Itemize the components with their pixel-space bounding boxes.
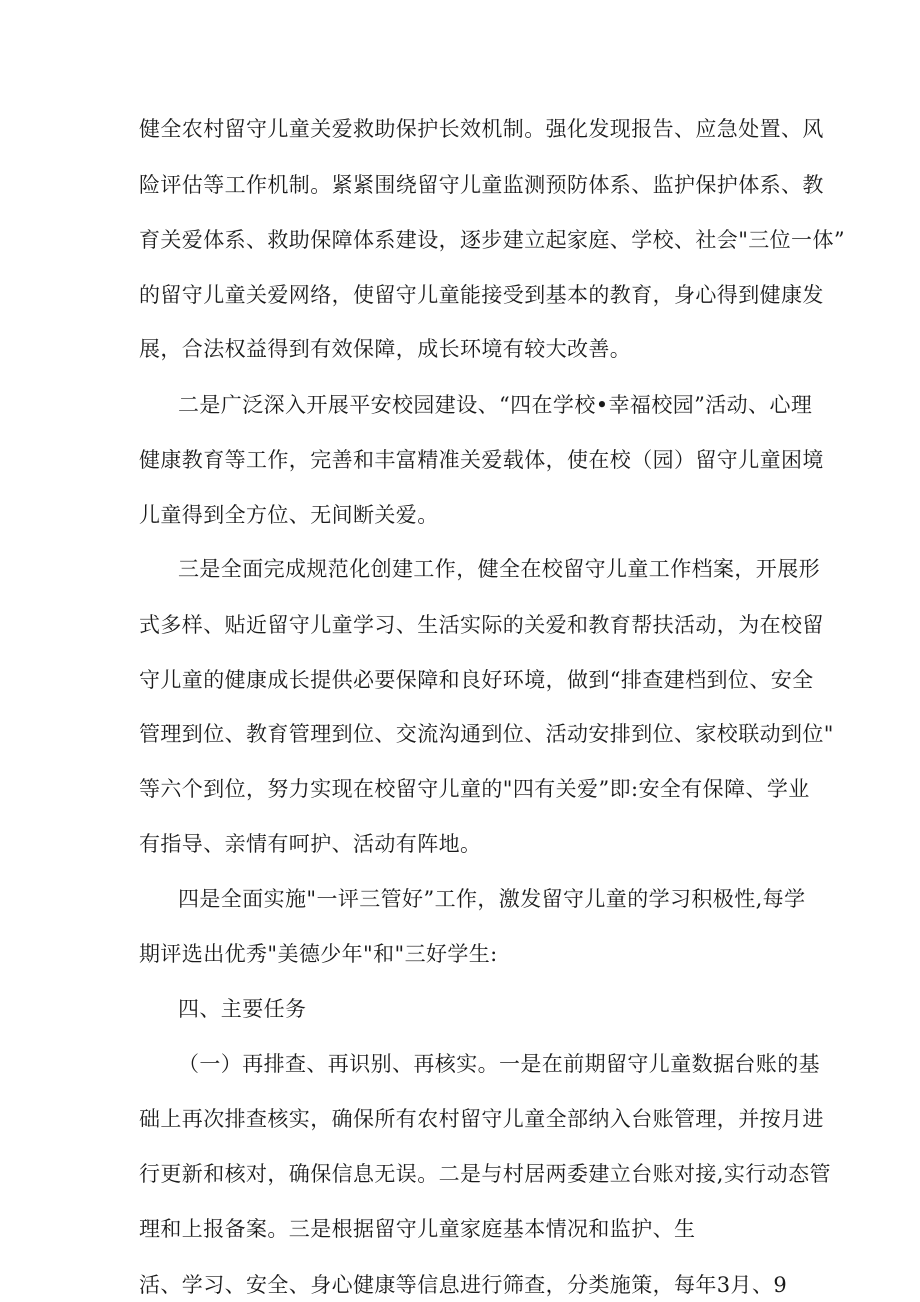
paragraph-line: 展，合法权益得到有效保障，成长环境有较大改善。 <box>139 337 632 361</box>
paragraph-line: 儿童得到全方位、无间断关爱。 <box>139 503 439 527</box>
paragraph-line: 的留守儿童关爱网络，使留守儿童能接受到基本的教育，身心得到健康发 <box>139 283 824 307</box>
paragraph-line: 行更新和核对，确保信息无误。二是与村居两委建立台账对接,实行动态管 <box>139 1162 831 1186</box>
paragraph-line: 础上再次排查核实，确保所有农村留守儿童全部纳入台账管理，并按月进 <box>139 1107 824 1131</box>
paragraph-line: 二是广泛深入开展平安校园建设、“四在学校•幸福校园”活动、心理 <box>178 393 813 417</box>
paragraph-line: 三是全面完成规范化创建工作，健全在校留守儿童工作档案，开展形 <box>178 557 820 581</box>
paragraph-line: 四是全面实施"一评三管好”工作，激发留守儿童的学习积极性,每学 <box>178 887 806 911</box>
paragraph-line: 理和上报备案。三是根据留守儿童家庭基本情况和监护、生 <box>139 1217 696 1241</box>
paragraph-line: 健全农村留守儿童关爱救助保护长效机制。强化发现报告、应急处置、风 <box>139 117 824 141</box>
paragraph-line: 等六个到位，努力实现在校留守儿童的"四有关爱”即:安全有保障、学业 <box>139 777 810 801</box>
paragraph-line: 健康教育等工作，完善和丰富精准关爱载体，使在校（园）留守儿童困境 <box>139 448 824 472</box>
paragraph-line: 式多样、贴近留守儿童学习、生活实际的关爱和教育帮扶活动，为在校留 <box>139 613 824 637</box>
paragraph-line: 守儿童的健康成长提供必要保障和良好环境，做到“排查建档到位、安全 <box>139 668 814 692</box>
paragraph-line: 管理到位、教育管理到位、交流沟通到位、活动安排到位、家校联动到位" <box>139 722 834 746</box>
paragraph-line: 期评选出优秀"美德少年"和"三好学生: <box>139 942 498 966</box>
paragraph-line: （一）再排查、再识别、再核实。一是在前期留守儿童数据台账的基 <box>178 1052 820 1076</box>
paragraph-line: 险评估等工作机制。紧紧围绕留守儿童监测预防体系、监护保护体系、教 <box>139 173 824 197</box>
paragraph-line: 活、学习、安全、身心健康等信息进行筛查，分类施策，每年3月、9 <box>139 1273 788 1297</box>
paragraph-line: 有指导、亲情有呵护、活动有阵地。 <box>139 832 482 856</box>
section-heading: 四、主要任务 <box>178 997 307 1021</box>
paragraph-line: 育关爱体系、救助保障体系建设，逐步建立起家庭、学校、社会"三位一体” <box>139 228 845 252</box>
